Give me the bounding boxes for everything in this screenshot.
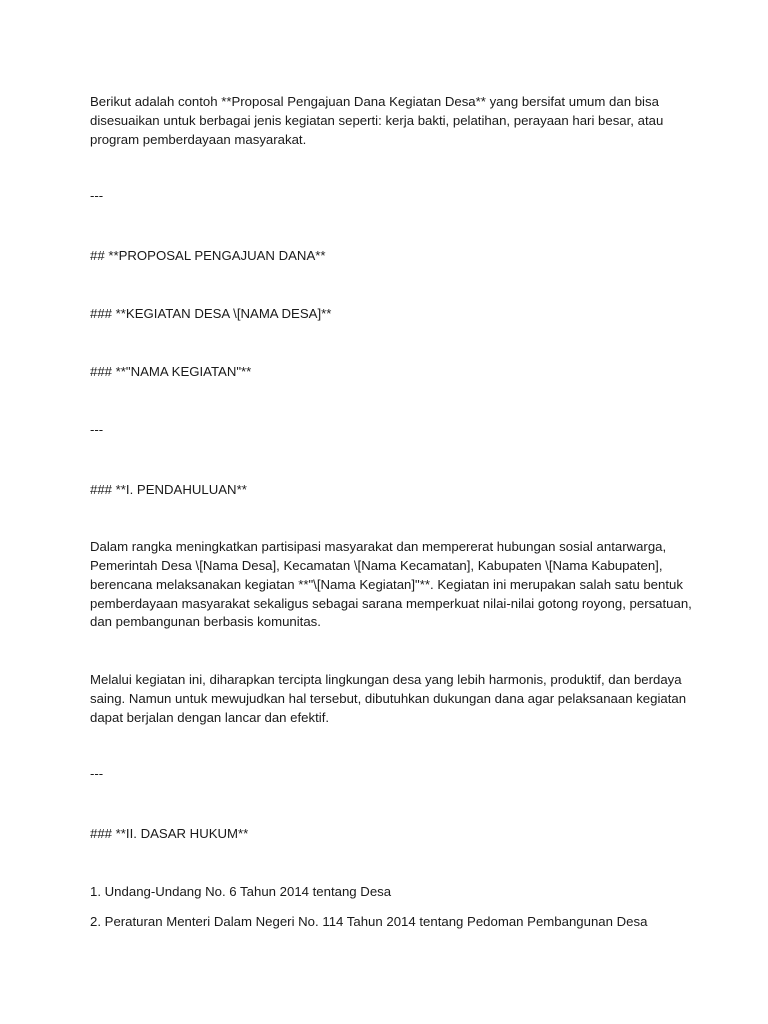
pendahuluan-p1-line-4: pemberdayaan masyarakat sekaligus sebagai sarana memperkuat nilai-nilai gotong royong, persatuan, — [90, 596, 692, 611]
heading-kegiatan-desa: ### **KEGIATAN DESA \[NAMA DESA]** — [90, 306, 332, 321]
heading-proposal: ## **PROPOSAL PENGAJUAN DANA** — [90, 248, 326, 263]
pendahuluan-p2-line-1: Melalui kegiatan ini, diharapkan tercipta lingkungan desa yang lebih harmonis, produktif, dan berdaya — [90, 672, 682, 687]
separator-2: --- — [90, 422, 104, 437]
intro-line-3: program pemberdayaan masyarakat. — [90, 132, 307, 147]
dasar-hukum-item-1: 1. Undang-Undang No. 6 Tahun 2014 tentang Desa — [90, 884, 392, 899]
heading-pendahuluan: ### **I. PENDAHULUAN** — [90, 482, 247, 497]
pendahuluan-p1-line-3: berencana melaksanakan kegiatan **"\[Nama Kegiatan]"**. Kegiatan ini merupakan salah satu bentuk — [90, 577, 683, 592]
heading-dasar-hukum: ### **II. DASAR HUKUM** — [90, 826, 249, 841]
pendahuluan-p1-line-2: Pemerintah Desa \[Nama Desa], Kecamatan \[Nama Kecamatan], Kabupaten \[Nama Kabupaten], — [90, 558, 663, 573]
pendahuluan-p2-line-3: dapat berjalan dengan lancar dan efektif. — [90, 710, 330, 725]
intro-line-2: disesuaikan untuk berbagai jenis kegiatan seperti: kerja bakti, pelatihan, perayaan hari besar, atau — [90, 113, 664, 128]
pendahuluan-p2-line-2: saing. Namun untuk mewujudkan hal tersebut, dibutuhkan dukungan dana agar pelaksanaan kegiatan — [90, 691, 687, 706]
heading-nama-kegiatan: ### **"NAMA KEGIATAN"** — [90, 364, 252, 379]
pendahuluan-p1-line-5: dan pembangunan berbasis komunitas. — [90, 614, 321, 629]
dasar-hukum-item-2: 2. Peraturan Menteri Dalam Negeri No. 114 Tahun 2014 tentang Pedoman Pembangunan Desa — [90, 914, 648, 929]
separator-3: --- — [90, 766, 104, 781]
pendahuluan-p1-line-1: Dalam rangka meningkatkan partisipasi masyarakat dan mempererat hubungan sosial antarwarga, — [90, 539, 667, 554]
intro-line-1: Berikut adalah contoh **Proposal Pengajuan Dana Kegiatan Desa** yang bersifat umum dan bisa — [90, 94, 659, 109]
separator-1: --- — [90, 188, 104, 203]
